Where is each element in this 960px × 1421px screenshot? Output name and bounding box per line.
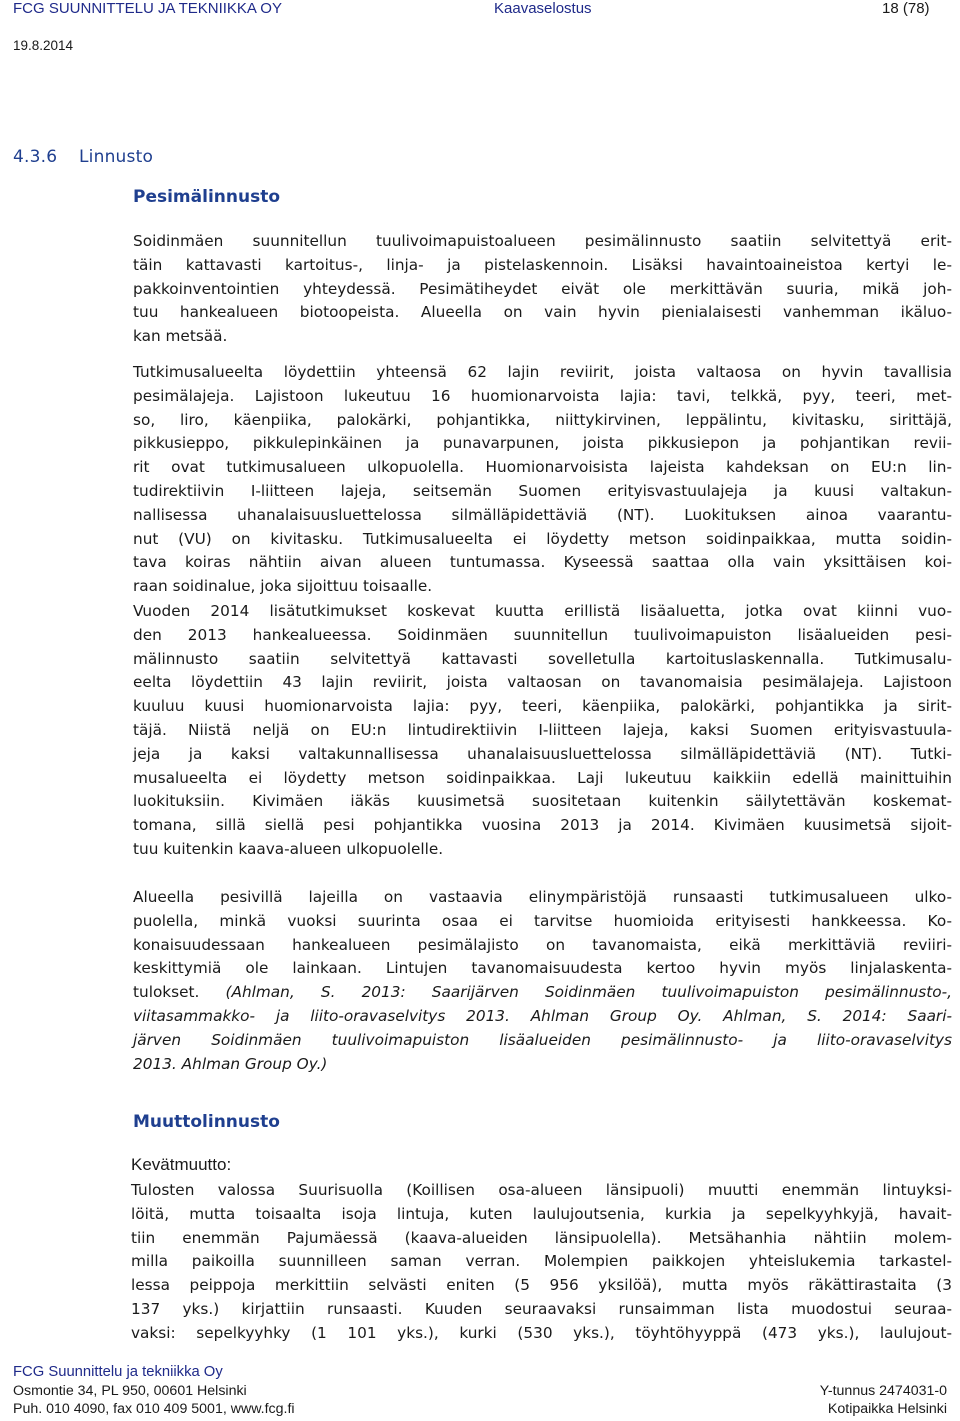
text-line: musalueelta ei löydetty metson soidinpaikkaa. Laji lukeutuu kaikkiin edellä mainittuihin <box>133 768 952 787</box>
citation-line: järven Soidinmäen tuulivoimapuiston lisäalueiden pesimälinnusto- ja liito-oravaselvitys <box>133 1030 952 1049</box>
text-line: konaisuudessaan hankealueen pesimälajisto on tavanomaista, eikä merkittäviä reviiri- <box>133 935 952 954</box>
text-line: löitä, mutta toisaalta isoja lintuja, kuten laulujoutsenia, kurkia ja sepelkyyhkyjä, havait- <box>131 1204 952 1223</box>
spring-migration-label: Kevätmuutto: <box>131 1155 232 1174</box>
breeding-paragraph-1 <box>133 230 952 349</box>
text-line: puolella, minkä vuoksi suurinta osaa ei tarvitse huomioida erityisesti hankkeessa. Ko- <box>133 911 952 930</box>
migration-heading: Muuttolinnusto <box>133 1112 280 1132</box>
text-line: den 2013 hankealueessa. Soidinmäen suunnitellun tuulivoimapuiston lisäalueiden pesi- <box>133 625 952 644</box>
migration-paragraph-1 <box>131 1179 952 1346</box>
text-line: täjä. Niistä neljä on EU:n lintudirektiivin I-liitteen lajeja, kaksi Suomen erityisvastuula- <box>133 720 952 739</box>
text-line: pakkoinventointien yhteydessä. Pesimätiheydet eivät ole merkittävän suuria, mikä joh- <box>133 279 952 298</box>
text-line: Soidinmäen suunnitellun tuulivoimapuistoalueen pesimälinnusto saatiin selvitettyä erit- <box>133 232 952 250</box>
breeding-heading: Pesimälinnusto <box>133 187 281 207</box>
citation-segment: (Ahlman, S. 2013: Saarijärven Soidinmäen tuulivoimapuiston pesimälinnusto-, <box>225 983 952 1002</box>
text-line: tudirektiivin I-liitteen lajeja, seitsemän Suomen erityisvastuulajeja ja kuusi valtakun- <box>133 481 952 500</box>
text-line: Tutkimusalueelta löydettiin yhteensä 62 lajin reviirit, joista valtaosa on hyvin tavallisia <box>133 363 952 381</box>
text-line: täin kattavasti kartoitus-, linja- ja pistelaskennoin. Lisäksi havaintoaineistoa kertyi le- <box>133 255 952 274</box>
breeding-paragraph-2 <box>133 361 952 599</box>
text-line: 137 yks.) kirjattiin runsaasti. Kuuden seuraavaksi runsaimman lista muodostui seuraa- <box>131 1299 952 1318</box>
text-line: Tulosten valossa Suurisuolla (Koillisen osa-alueen länsipuoli) muutti enemmän lintuyksi- <box>131 1181 952 1199</box>
text-line: Alueella pesivillä lajeilla on vastaavia elinympäristöjä runsaasti tutkimusalueen ulko- <box>133 888 952 906</box>
footer-domicile: Kotipaikka Helsinki <box>827 1401 947 1417</box>
text-line: vaksi: sepelkyyhky (1 101 yks.), kurki (530 yks.), töyhtöhyyppä (473 yks.), laulujout- <box>131 1323 952 1342</box>
text-line: jeja ja kaksi valtakunnallisessa uhanalaisuusluettelossa silmälläpidettäviä (NT). Tutki- <box>133 744 952 763</box>
text-line: milla paikoilla suunnilleen saman verran. Molempien paikkojen yhteislukemia tarkastel- <box>131 1252 952 1271</box>
text-line: lessa peippoja merkittiin selvästi eniten (5 956 yksilöä), mutta myös räkättirastaita (3 <box>131 1276 952 1295</box>
text-line: luokituksiin. Kivimäen iäkäs kuusimetsä suositetaan kuitenkin säilytettävän koskemat- <box>133 792 952 811</box>
text-line: tuu hankealueen biotoopeista. Alueella on vain hyvin pienialaisesti vanhemman ikäluo- <box>133 303 952 322</box>
citation-line: 2013. Ahlman Group Oy.) <box>133 1054 328 1073</box>
text-line: tomana, sillä siellä pesi pohjantikka vuosina 2013 ja 2014. Kivimäen kuusimetsä sijoit- <box>133 816 952 835</box>
text-line: Vuoden 2014 lisätutkimukset koskevat kuutta erillistä lisäaluetta, jotka ovat kiinni vuo- <box>133 602 952 620</box>
text-line: tiin enemmän Pajumäessä (kaava-alueiden länsipuolella). Metsähanhia nähtiin molem- <box>131 1228 952 1247</box>
footer-business-id: Y-tunnus 2474031-0 <box>819 1383 947 1399</box>
breeding-paragraph-4 <box>133 886 952 1076</box>
text-line: rit ovat tutkimusalueen ulkopuolella. Huomionarvoisista lajeista kahdeksan on EU:n lin- <box>133 458 952 477</box>
text-line: raan soidinalue, joka sijoittuu toisaalle. <box>133 577 433 596</box>
text-line-mixed <box>133 981 952 1005</box>
text-line: mälinnusto saatiin selvitettyä kattavasti sovelletulla kartoituslaskennalla. Tutkimusalu- <box>133 649 952 668</box>
text-line: pesimälajeja. Lajistoon lukeutuu 16 huomionarvoista lajia: tavi, telkkä, pyy, teeri, met- <box>133 386 952 405</box>
text-line: tuu kuitenkin kaava-alueen ulkopuolelle. <box>133 839 444 858</box>
section-title: Linnusto <box>79 147 154 167</box>
header-company: FCG SUUNNITTELU JA TEKNIIKKA OY <box>13 0 282 17</box>
text-line: keskittymiä ole lainkaan. Lintujen tavanomaisuudesta kertoo hyvin myös linjalaskenta- <box>133 959 952 978</box>
text-line: pikkusieppo, pikkulepinkäinen ja punavarpunen, joista pikkusiepon ja pohjantikan revii- <box>133 434 952 453</box>
header-page-number: 18 (78) <box>882 0 930 17</box>
text-line: nallisessa uhanalaisuusluettelossa silmälläpidettäviä (NT). Luokituksen ainoa vaarantu- <box>133 505 952 524</box>
text-line: kan metsää. <box>133 327 228 346</box>
text-segment: tulokset. <box>133 983 226 1002</box>
citation-line: viitasammakko- ja liito-oravaselvitys 2013. Ahlman Group Oy. Ahlman, S. 2014: Saari- <box>133 1006 952 1025</box>
text-line: nut (VU) on kivitasku. Tutkimusalueelta ei löydetty metson soidinpaikkaa, mutta soidin- <box>133 529 952 548</box>
text-line: tava koiras nähtiin aivan alueen tuntumassa. Kyseessä saattaa olla vain yksittäisen koi- <box>133 553 952 572</box>
footer-contact: Puh. 010 4090, fax 010 409 5001, www.fcg.fi <box>13 1401 295 1417</box>
section-number: 4.3.6 <box>13 147 58 167</box>
footer-company: FCG Suunnittelu ja tekniikka Oy <box>13 1364 223 1380</box>
breeding-paragraph-3 <box>133 600 952 862</box>
text-line: eelta löydettiin 43 lajin reviirit, joista valtaosan on tavanomaisia pesimälajeja. Lajistoon <box>133 673 952 692</box>
footer-address: Osmontie 34, PL 950, 00601 Helsinki <box>13 1383 247 1399</box>
text-line: kuuluu kuusi huomionarvoista lajia: pyy, teeri, käenpiika, palokärki, pohjantikka ja sirit- <box>133 697 952 716</box>
text-line: so, liro, käenpiika, palokärki, pohjantikka, niittykirvinen, leppälintu, kivitasku, sirittäjä, <box>133 410 952 429</box>
header-date: 19.8.2014 <box>13 38 74 53</box>
header-doc-type: Kaavaselostus <box>494 0 592 17</box>
